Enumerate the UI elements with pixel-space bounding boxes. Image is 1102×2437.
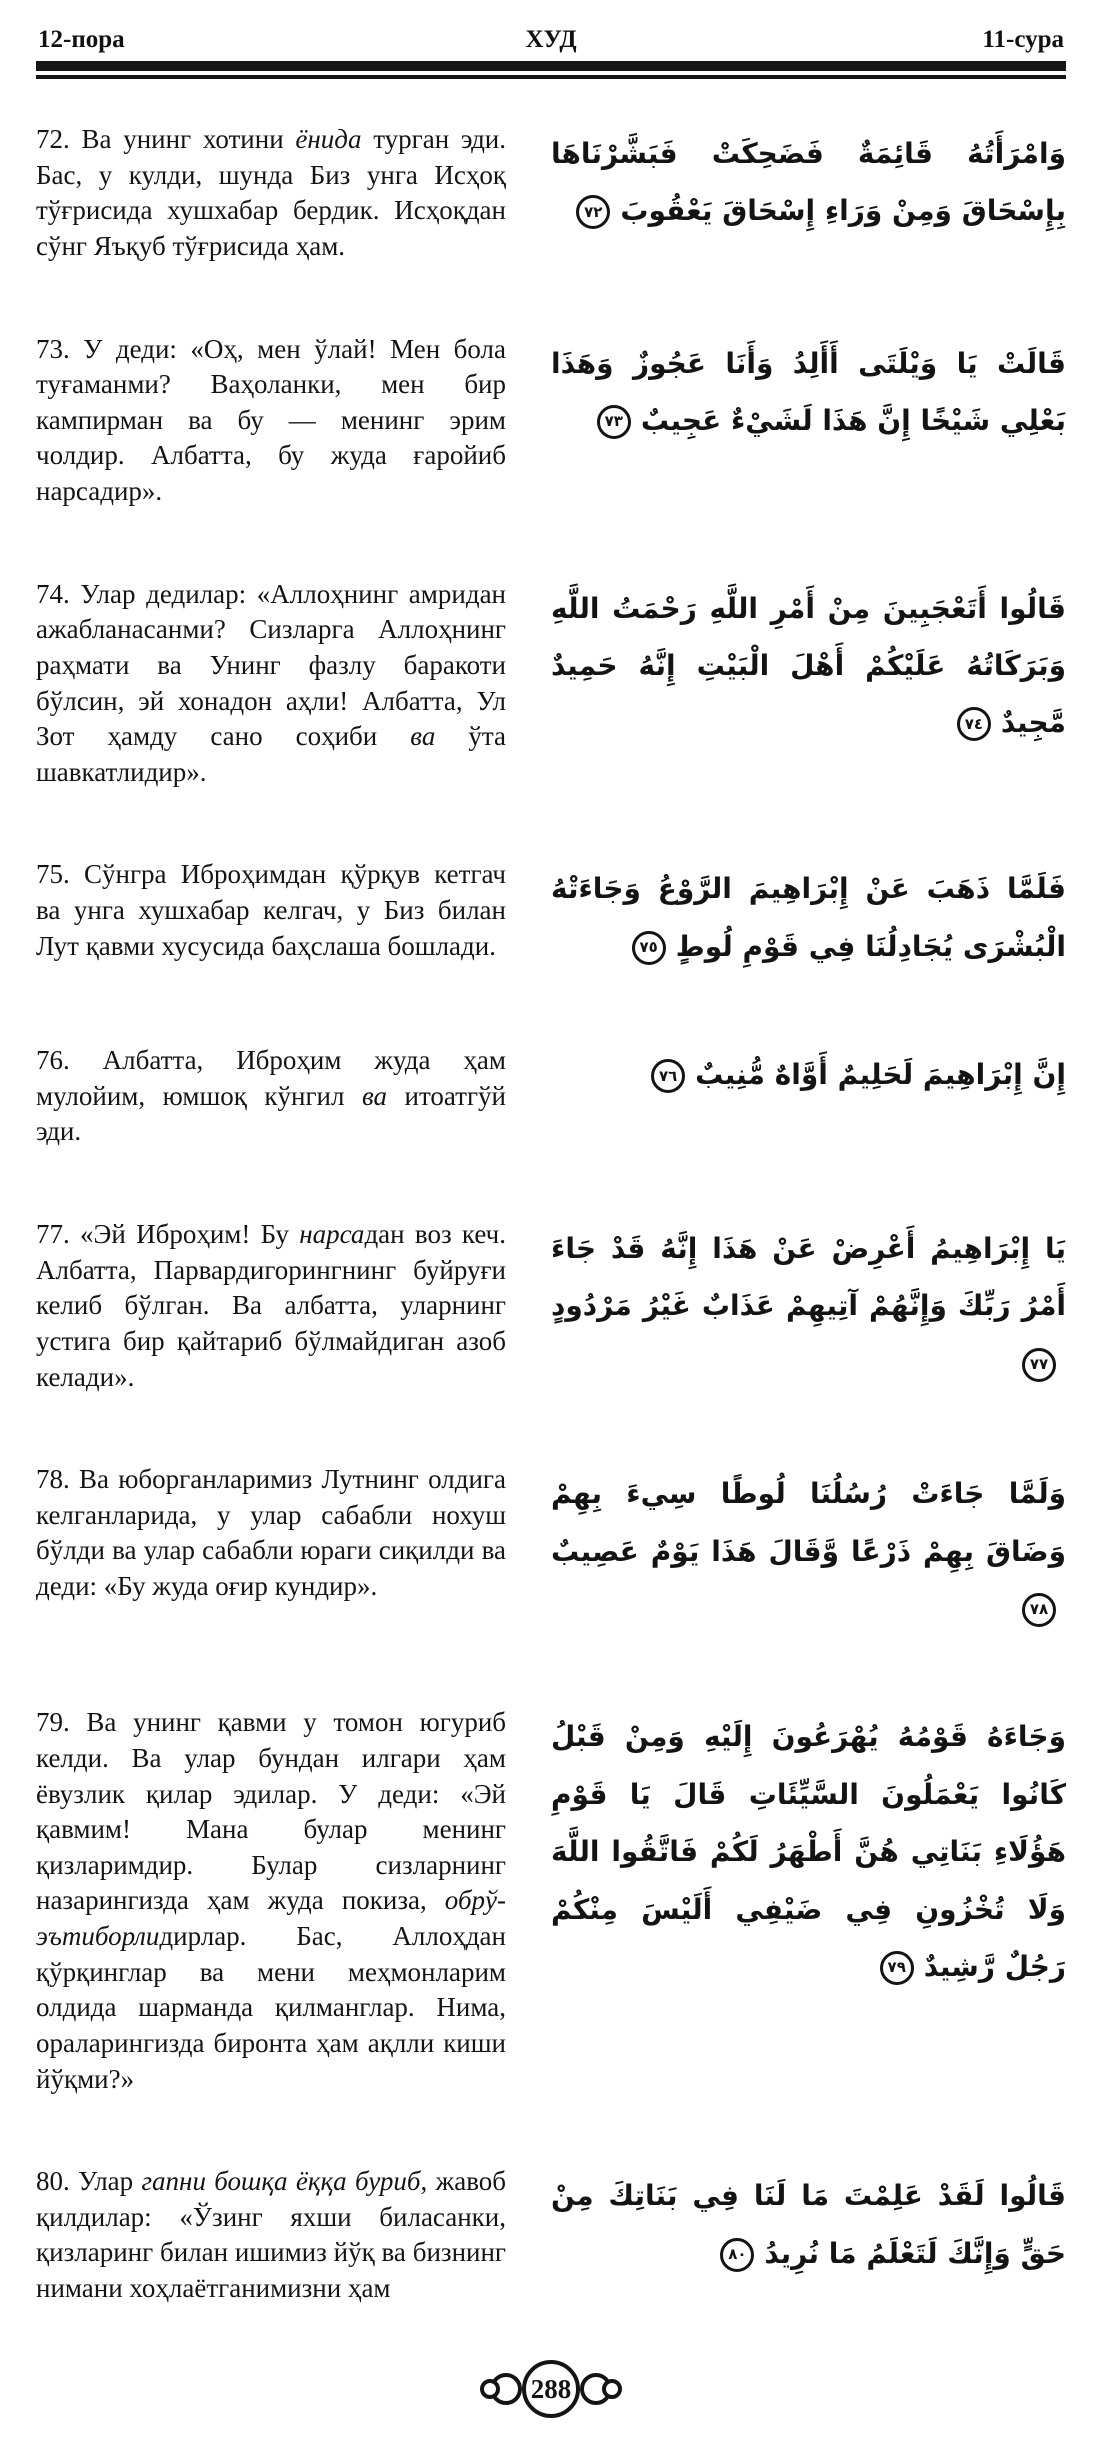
- verse-number: 76.: [36, 1045, 103, 1076]
- ornament-left-bump-small: [482, 2381, 498, 2397]
- verse-arabic-text: قَالُوا لَقَدْ عَلِمْتَ مَا لَنَا فِي بَنَاتِكَ مِنْ حَقٍّ وَإِنَّكَ لَتَعْلَمُ مَا نُرِيدُ: [551, 2179, 1066, 2270]
- surah-name-label: ХУД: [525, 26, 577, 53]
- verse-arabic: [551, 1463, 1066, 1637]
- verse-row: [36, 830, 1066, 1003]
- verse-translation-text: Албатта, Иброҳим жуда ҳам мулойим, юмшоқ кўнгил ва итоатгўй эди.: [36, 1045, 506, 1147]
- verse-arabic-text: وَلَمَّا جَاءَتْ رُسُلُنَا لُوطًا سِيءَ بِهِمْ وَضَاقَ بِهِمْ ذَرْعًا وَّقَالَ هَذَا يَوْمٌ عَصِيبٌ: [551, 1477, 1066, 1568]
- verse-arabic-text: قَالَتْ يَا وَيْلَتَى أَأَلِدُ وَأَنَا عَجُوزٌ وَهَذَا بَعْلِي شَيْخًا إِنَّ هَذَا لَشَيْءٌ عَجِيبٌ: [551, 346, 1066, 437]
- verse-arabic: [551, 2165, 1066, 2282]
- verse-translation-text: Улар гапни бошқа ёққа буриб, жавоб қилдилар: «Ўзинг яхши биласанки, қизларинг билан ишимиз йўқ ва бизнинг нимани хоҳлаётганимизни ҳам: [36, 2166, 507, 2304]
- ornament-right-bump-small: [604, 2381, 620, 2397]
- verse-translation: [36, 332, 506, 510]
- verse-translation: [36, 577, 506, 791]
- verse-arabic: [551, 333, 1066, 450]
- page-header: [36, 20, 1066, 54]
- verse-arabic: [551, 1044, 1066, 1103]
- page-number-ornament: [466, 2357, 636, 2421]
- verse-arabic-text: إِنَّ إِبْرَاهِيمَ لَحَلِيمٌ أَوَّاهٌ مُّنِيبٌ: [695, 1058, 1066, 1092]
- verse-translation: [36, 2164, 506, 2307]
- verse-arabic: [551, 1218, 1066, 1392]
- verse-arabic-text: وَامْرَأَتُهُ قَائِمَةٌ فَضَحِكَتْ فَبَشَّرْنَاهَا بِإِسْحَاقَ وَمِنْ وَرَاءِ إِسْحَاقَ يَعْقُوبَ: [551, 137, 1066, 228]
- verse-translation: [36, 1462, 506, 1605]
- ayah-marker: ٧٣: [597, 405, 631, 439]
- header-divider: [36, 54, 1066, 79]
- verse-number: 73.: [36, 333, 84, 364]
- verse-translation: [36, 1217, 506, 1395]
- ayah-marker: ٧٢: [576, 195, 610, 229]
- verse-number: 75.: [36, 859, 85, 890]
- divider-thick-rule: [36, 61, 1066, 71]
- verse-translation: [36, 1705, 506, 2097]
- verse-translation-text: «Эй Иброҳим! Бу нарсадан воз кеч. Албатта, Парвардигорингнинг буйруғи келиб бўлган. Ва албатта, уларнинг устига бир қайтариб бўлмайдиган азоб келади».: [36, 1219, 506, 1392]
- verses-container: [36, 95, 1066, 2347]
- ayah-marker: ٧٩: [880, 1951, 914, 1985]
- verse-arabic-text: فَلَمَّا ذَهَبَ عَنْ إِبْرَاهِيمَ الرَّوْعُ وَجَاءَتْهُ الْبُشْرَى يُجَادِلُنَا فِي قَوْمِ لُوطٍ: [551, 872, 1066, 963]
- verse-row: [36, 2137, 1066, 2334]
- verse-number: 72.: [36, 124, 82, 154]
- verse-translation-text: У деди: «Оҳ, мен ўлай! Мен бола туғаманми? Ваҳоланки, мен бир кампирман ва бу — менинг эрим чолдир. Албатта, бу жуда ғаройиб нарсадир».: [36, 333, 506, 506]
- verse-row: [36, 1678, 1066, 2124]
- surah-number-label: 11-сура: [982, 26, 1064, 53]
- verse-translation: [36, 122, 506, 265]
- verse-row: [36, 95, 1066, 292]
- ayah-marker: ٧٤: [957, 707, 991, 741]
- verse-translation: [36, 857, 506, 964]
- ayah-marker: ٨٠: [720, 2238, 754, 2272]
- verse-arabic-text: يَا إِبْرَاهِيمُ أَعْرِضْ عَنْ هَذَا إِنَّهُ قَدْ جَاءَ أَمْرُ رَبِّكَ وَإِنَّهُمْ آتِيهِمْ عَذَابٌ غَيْرُ مَرْدُودٍ: [551, 1232, 1066, 1323]
- verse-arabic: [551, 578, 1066, 752]
- divider-thin-rule: [36, 75, 1066, 79]
- juz-label: 12-пора: [38, 26, 125, 53]
- verse-translation-text: Улар дедилар: «Аллоҳнинг амридан ажабланасанми? Сизларга Аллоҳнинг раҳмати ва Унинг фазлу баракоти бўлсин, эй хонадон аҳли! Албатта, Ул Зот ҳамду сано соҳиби ва ўта шавкатлидир».: [36, 578, 506, 787]
- verse-translation-text: Ва юборганларимиз Лутнинг олдига келганларида, у улар сабабли нохуш бўлди ва улар сабабли юраги сиқилди ва деди: «Бу жуда оғир кундир».: [36, 1464, 506, 1602]
- verse-translation-text: Сўнгра Иброҳимдан қўрқув кетгач ва унга хушхабар келгач, у Биз билан Лут қавми хусусида баҳслаша бошлади.: [36, 859, 507, 961]
- verse-arabic: [551, 1706, 1066, 1995]
- verse-arabic: [551, 858, 1066, 975]
- verse-translation: [36, 1043, 506, 1150]
- verse-arabic: [551, 123, 1066, 240]
- verse-number: 79.: [36, 1707, 87, 1738]
- ayah-marker: ٧٧: [1022, 1348, 1056, 1382]
- page-footer: [36, 2347, 1066, 2423]
- verse-row: [36, 1190, 1066, 1422]
- verse-row: [36, 1435, 1066, 1665]
- verse-translation-text: Ва унинг қавми у томон югуриб келди. Ва улар бундан илгари ҳам ёвузлик қилар эдилар. У деди: «Эй қавмим! Мана булар менинг қизларимдир. Булар сизларнинг назарингизда ҳам жуда покиза, обрў-эътиборлидирлар. Бас, Аллоҳдан қўрқинглар ва мени меҳмонларим олдида шарманда қилманглар. Нима, ораларингизда биронта ҳам ақлли киши йўқми?»: [36, 1707, 507, 2094]
- ayah-marker: ٧٨: [1022, 1593, 1056, 1627]
- ayah-marker: ٧٦: [651, 1059, 685, 1093]
- verse-translation-text: Ва унинг хотини ёнида турган эди. Бас, у кулди, шунда Биз унга Исҳоқ тўғрисида хушхабар бердик. Исҳоқдан сўнг Яъқуб тўғрисида ҳам.: [36, 124, 507, 261]
- verse-row: [36, 550, 1066, 818]
- verse-number: 78.: [36, 1464, 79, 1495]
- verse-row: [36, 1016, 1066, 1177]
- verse-number: 74.: [36, 578, 81, 609]
- ayah-marker: ٧٥: [632, 931, 666, 965]
- page-number: 288: [530, 2373, 572, 2404]
- verse-arabic-text: قَالُوا أَتَعْجَبِينَ مِنْ أَمْرِ اللَّهِ رَحْمَتُ اللَّهِ وَبَرَكَاتُهُ عَلَيْكُمْ أَهْلَ الْبَيْتِ إِنَّهُ حَمِيدٌ مَّجِيدٌ: [551, 591, 1066, 740]
- verse-number: 80.: [36, 2166, 79, 2197]
- verse-arabic-text: وَجَاءَهُ قَوْمُهُ يُهْرَعُونَ إِلَيْهِ وَمِنْ قَبْلُ كَانُوا يَعْمَلُونَ السَّيِّئَاتِ قَالَ يَا قَوْمِ هَؤُلَاءِ بَنَاتِي هُنَّ أَطْهَرُ لَكُمْ فَاتَّقُوا اللَّهَ وَلَا تُخْزُونِ فِي ضَيْفِي أَلَيْسَ مِنْكُمْ رَجُلٌ رَّشِيدٌ: [551, 1720, 1066, 1983]
- verse-row: [36, 305, 1066, 537]
- verse-number: 77.: [36, 1219, 81, 1250]
